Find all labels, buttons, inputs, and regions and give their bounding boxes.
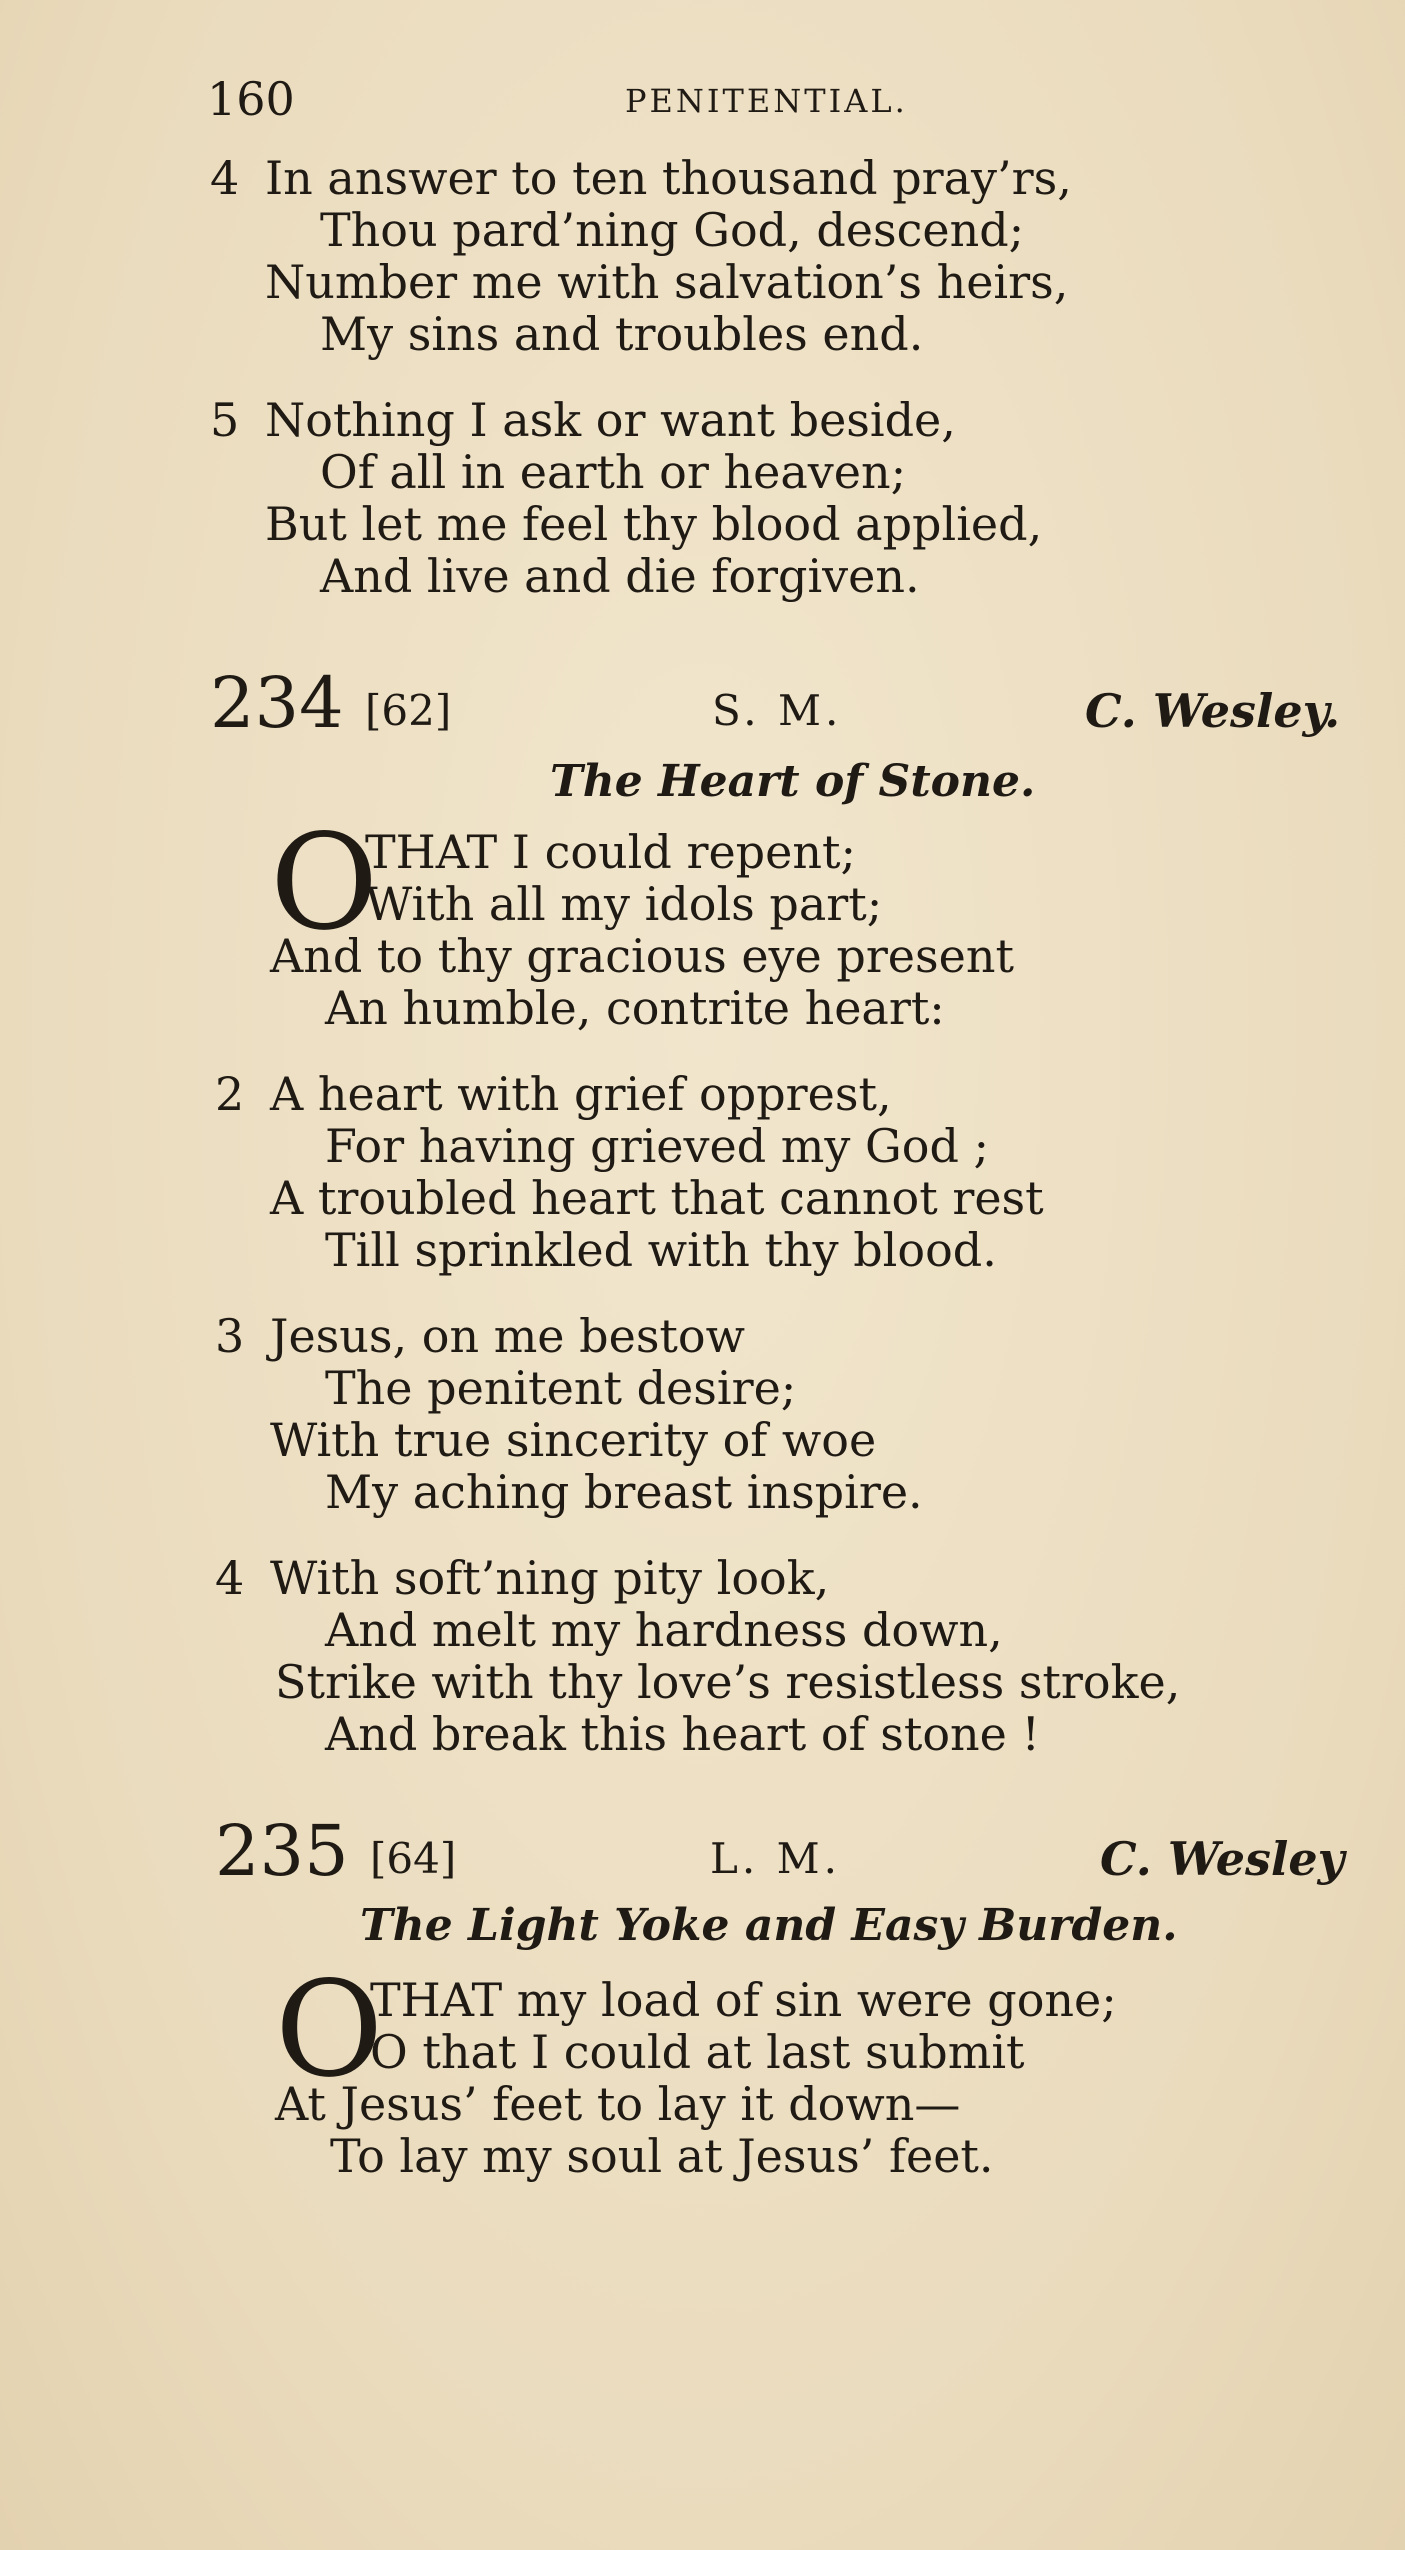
drop-cap: O [270, 806, 379, 960]
verse-line: Strike with thy love’s resistless stroke, [275, 1655, 1181, 1709]
stanza-number: 5 [210, 393, 240, 447]
verse-line: With true sincerity of woe [270, 1413, 877, 1467]
verse-line: Nothing I ask or want beside, [265, 393, 956, 447]
stanza-number: 3 [215, 1309, 245, 1363]
stanza-number: 2 [215, 1067, 245, 1121]
meter: S. M. [712, 686, 843, 735]
running-title: PENITENTIAL. [625, 82, 908, 120]
verse-line: A troubled heart that cannot rest [270, 1171, 1044, 1225]
verse-line: To lay my soul at Jesus’ feet. [330, 2129, 994, 2183]
verse-line: With soft’ning pity look, [270, 1551, 830, 1605]
verse-line: And break this heart of stone ! [325, 1707, 1040, 1761]
verse-line: And melt my hardness down, [325, 1603, 1003, 1657]
verse-line: My sins and troubles end. [320, 307, 924, 361]
verse-line: Of all in earth or heaven; [320, 445, 907, 499]
stanza-number: 4 [210, 151, 240, 205]
hymn-number: 235 [215, 1810, 349, 1892]
verse-line: But let me feel thy blood applied, [265, 497, 1043, 551]
verse-line: And to thy gracious eye present [270, 929, 1014, 983]
verse-line: With all my idols part; [365, 877, 883, 931]
author: C. Wesley [1100, 1832, 1345, 1886]
drop-cap: O [275, 1953, 384, 2107]
hymn-number: 234 [210, 662, 344, 744]
stanza-number: 4 [215, 1551, 245, 1605]
verse-line: Till sprinkled with thy blood. [325, 1223, 997, 1277]
verse-line: Thou pard’ning God, descend; [320, 203, 1025, 257]
hymn-subtitle: The Light Yoke and Easy Burden. [360, 1900, 1178, 1951]
hymn-subtitle: The Heart of Stone. [550, 756, 1036, 807]
tune-number: [62] [365, 686, 452, 735]
page-number: 160 [207, 72, 295, 126]
verse-line: A heart with grief opprest, [270, 1067, 892, 1121]
verse-line: Number me with salvation’s heirs, [265, 255, 1069, 309]
verse-line: THAT I could repent; [365, 825, 856, 879]
verse-line: THAT my load of sin were gone; [370, 1973, 1117, 2027]
verse-line: An humble, contrite heart: [325, 981, 945, 1035]
verse-line: My aching breast inspire. [325, 1465, 923, 1519]
verse-line: Jesus, on me bestow [270, 1309, 745, 1363]
verse-line: At Jesus’ feet to lay it down— [275, 2077, 961, 2131]
tune-number: [64] [370, 1834, 457, 1883]
meter: L. M. [710, 1834, 841, 1883]
verse-line: For having grieved my God ; [325, 1119, 990, 1173]
verse-line: O that I could at last submit [370, 2025, 1025, 2079]
verse-line: In answer to ten thousand pray’rs, [265, 151, 1072, 205]
author: C. Wesley. [1085, 684, 1341, 738]
verse-line: And live and die forgiven. [320, 549, 920, 603]
verse-line: The penitent desire; [325, 1361, 797, 1415]
